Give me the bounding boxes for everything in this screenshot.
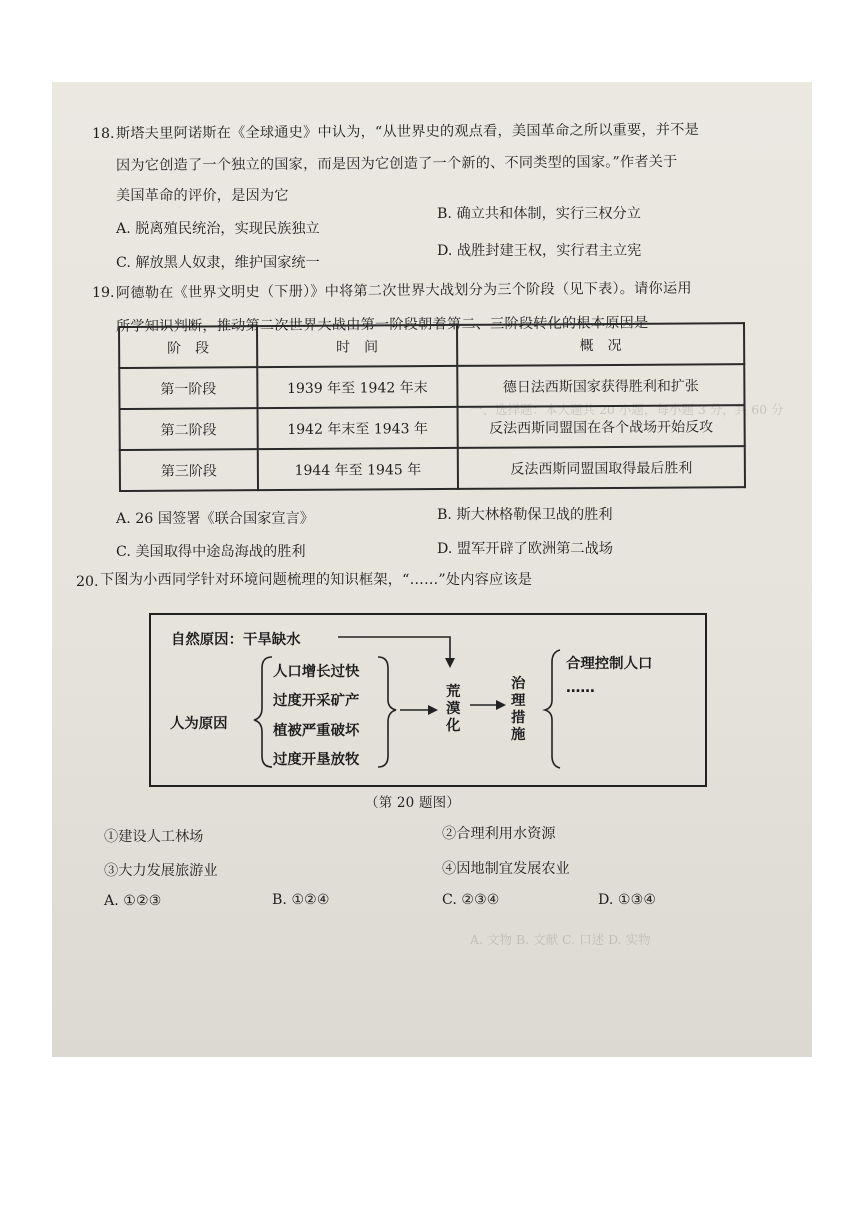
table-header-row	[119, 323, 744, 368]
q20-item-1: ①建设人工林场	[104, 829, 204, 845]
q18-stem-line-1: 斯塔夫里阿诺斯在《全球通史》中认为，“从世界史的观点看，美国革命之所以重要，并不是	[115, 121, 700, 143]
table-cell: 1944 年至 1945 年	[258, 448, 458, 490]
q18-option-c: C. 解放黑人奴隶，维护国家统一	[116, 255, 320, 271]
q19-option-b: B. 斯大林格勒保卫战的胜利	[437, 507, 613, 523]
q18-option-a: A. 脱离殖民统治，实现民族独立	[116, 221, 320, 237]
diagram-caption: （第 20 题图）	[365, 795, 461, 811]
q20-item-4: ④因地制宜发展农业	[442, 861, 570, 877]
table-row	[119, 364, 744, 409]
table-header-stage: 阶 段	[119, 326, 257, 368]
q18-option-d: D. 战胜封建王权，实行君主立宪	[437, 243, 642, 259]
q18-option-b: B. 确立共和体制，实行三权分立	[437, 206, 641, 222]
natural-cause-label: 自然原因：干旱缺水	[171, 632, 301, 648]
table-cell: 德日法西斯国家获得胜利和扩张	[457, 364, 744, 407]
table-cell: 1942 年末至 1943 年	[258, 407, 458, 449]
table-cell: 反法西斯同盟国取得最后胜利	[458, 446, 745, 489]
question-number-19: 19.	[92, 285, 115, 301]
q19-option-c: C. 美国取得中途岛海战的胜利	[116, 544, 306, 560]
table-cell: 反法西斯同盟国在各个战场开始反攻	[458, 405, 745, 448]
q19-option-a: A. 26 国签署《联合国家宣言》	[116, 511, 314, 527]
q20-option-a: A. ①②③	[104, 893, 162, 909]
desertification-label: 荒 漠 化	[446, 684, 461, 734]
measure-ellipsis: ……	[566, 680, 595, 696]
measures-label: 治 理 措 施	[511, 676, 526, 743]
human-cause-label: 人为原因	[170, 716, 228, 732]
human-cause-item: 过度开采矿产	[273, 693, 360, 709]
human-cause-item: 植被严重破坏	[273, 723, 360, 739]
table-cell: 第二阶段	[120, 408, 258, 450]
human-cause-item: 过度开垦放牧	[273, 752, 360, 768]
measure-item: 合理控制人口	[566, 656, 653, 672]
q18-stem-line-3: 美国革命的评价，是因为它	[116, 188, 289, 204]
q20-option-c: C. ②③④	[442, 892, 500, 908]
q18-stem-line-2: 因为它创造了一个独立的国家，而是因为它创造了一个新的、不同类型的国家。”作者关于	[115, 154, 678, 174]
table-cell: 第一阶段	[119, 367, 257, 409]
q20-item-3: ③大力发展旅游业	[104, 863, 218, 879]
q19-stem-line-2: 所学知识判断，推动第二次世界大战由第一阶段朝着第二、三阶段转化的根本原因是	[115, 315, 649, 335]
q20-stem: 下图为小西同学针对环境问题梳理的知识框架，“……”处内容应该是	[100, 572, 533, 588]
question-number-20: 20.	[76, 574, 99, 590]
q19-option-d: D. 盟军开辟了欧洲第二战场	[437, 541, 613, 557]
table-header-time: 时 间	[257, 325, 457, 367]
q20-item-2: ②合理利用水资源	[442, 826, 556, 842]
war-stages-table	[118, 322, 746, 492]
table-row	[120, 446, 745, 491]
bleed-through-text: A. 文物 B. 文献 C. 口述 D. 实物	[470, 932, 651, 947]
q20-option-d: D. ①③④	[598, 892, 657, 908]
question-number-18: 18.	[92, 126, 115, 142]
table-header-summary: 概 况	[457, 323, 744, 366]
table-row	[120, 405, 745, 450]
table-cell: 1939 年至 1942 年末	[257, 366, 457, 408]
table-cell: 第三阶段	[120, 449, 258, 491]
q20-option-b: B. ①②④	[272, 892, 330, 908]
bleed-through-text: 一、选择题：本大题共 20 小题，每小题 3 分，共 60 分	[470, 402, 784, 417]
human-cause-item: 人口增长过快	[273, 664, 360, 680]
q19-stem-line-1: 阿德勒在《世界文明史（下册）》中将第二次世界大战划分为三个阶段（见下表）。请你运用	[115, 280, 692, 302]
